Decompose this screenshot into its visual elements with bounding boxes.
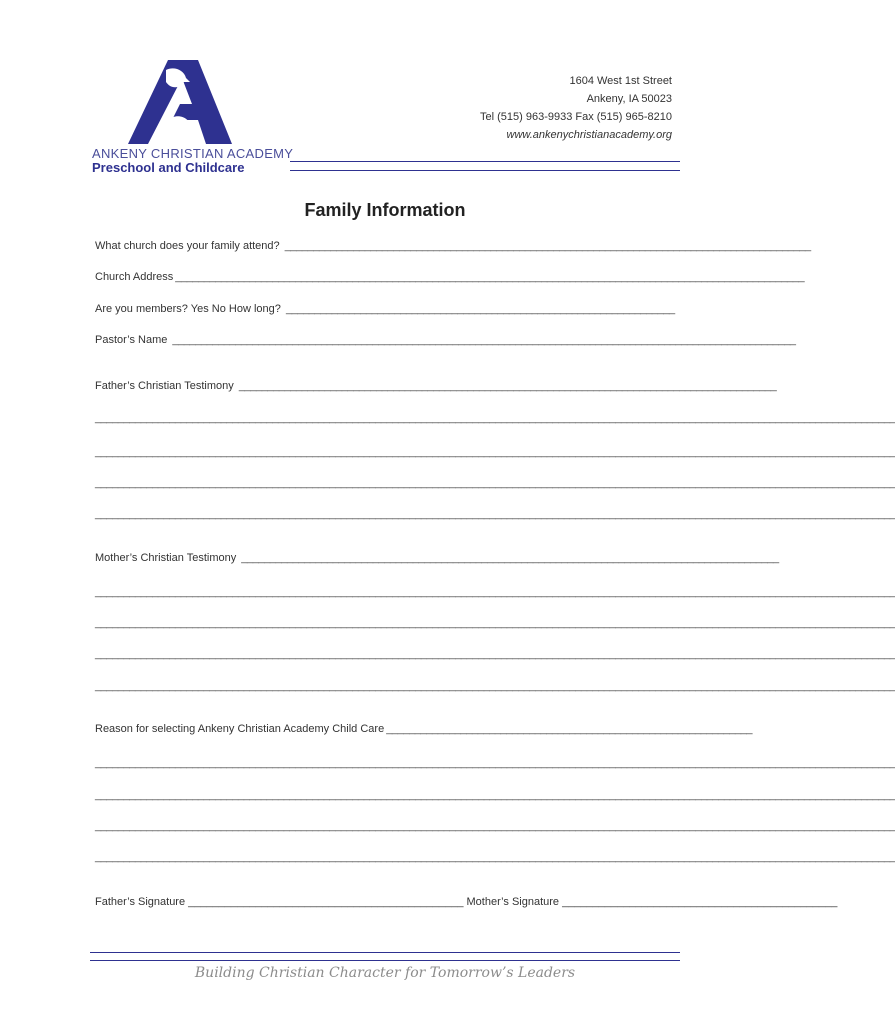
blank-line[interactable]: ____________________________________________________________________________________________________________________________________________ [95, 477, 895, 489]
church-label: What church does your family attend? [95, 240, 283, 252]
church-address-label: Church Address [95, 271, 174, 283]
mother-testimony-field[interactable]: Mother’s Christian Testimony ______________________________________________________________________________________________ [95, 552, 779, 564]
header-rule-2 [290, 170, 680, 171]
footer-rule-2 [90, 960, 680, 961]
blank-line[interactable]: ____________________________________________________________________________________________________________________________________________ [95, 412, 895, 424]
mother-signature-field[interactable]: _____________________________________________ [562, 896, 838, 908]
page-title: Family Information [304, 200, 466, 220]
pastor-field[interactable]: Pastor’s Name _____________________________________________________________________________________________________________ [95, 334, 796, 346]
footer-tagline: Building Christian Character for Tomorrow’s Leaders [194, 965, 576, 981]
footer-rule [90, 952, 680, 953]
members-field[interactable]: Are you members? Yes No How long? ____________________________________________________________________ [95, 303, 675, 315]
blank-line[interactable]: ____________________________________________________________________________________________________________________________________________ [95, 789, 895, 801]
logo-school-name: ANKENY CHRISTIAN ACADEMY [92, 146, 294, 161]
blank-line[interactable]: ____________________________________________________________________________________________________________________________________________ [95, 508, 895, 520]
church-field[interactable]: What church does your family attend? ____________________________________________________________________________________________ [95, 240, 811, 252]
mother-testimony-label: Mother’s Christian Testimony [95, 552, 240, 564]
blank-line[interactable]: ____________________________________________________________________________________________________________________________________________ [95, 446, 895, 458]
mother-signature-label: Mother’s Signature [463, 896, 563, 908]
pastor-label: Pastor’s Name [95, 334, 171, 346]
reason-field[interactable]: Reason for selecting Ankeny Christian Academy Child Care ________________________________________________________________ [95, 723, 753, 735]
father-testimony-label: Father’s Christian Testimony [95, 380, 237, 392]
signature-row [95, 896, 837, 908]
school-logo [90, 60, 294, 180]
blank-line[interactable]: ____________________________________________________________________________________________________________________________________________ [95, 586, 895, 598]
blank-line[interactable]: ____________________________________________________________________________________________________________________________________________ [95, 617, 895, 629]
logo-program-name: Preschool and Childcare [92, 160, 245, 175]
eagle-logo-icon [128, 60, 238, 146]
blank-line[interactable]: ____________________________________________________________________________________________________________________________________________ [95, 648, 895, 660]
members-label: Are you members? Yes No How long? [95, 303, 284, 315]
blank-line[interactable]: ____________________________________________________________________________________________________________________________________________ [95, 851, 895, 863]
city-state-zip: Ankeny, IA 50023 [586, 93, 672, 105]
address-block [480, 72, 672, 144]
blank-line[interactable]: ____________________________________________________________________________________________________________________________________________ [95, 757, 895, 769]
blank-line[interactable]: ____________________________________________________________________________________________________________________________________________ [95, 680, 895, 692]
church-address-field[interactable]: Church Address ______________________________________________________________________________________________________________ [95, 271, 805, 283]
blank-line[interactable]: ____________________________________________________________________________________________________________________________________________ [95, 820, 895, 832]
header-rule [290, 161, 680, 162]
father-signature-field[interactable]: _____________________________________________ [188, 896, 464, 908]
street-address: 1604 West 1st Street [569, 75, 672, 87]
phone-fax: Tel (515) 963-9933 Fax (515) 965-8210 [479, 111, 672, 123]
reason-label: Reason for selecting Ankeny Christian Academy Child Care [95, 723, 385, 735]
website: www.ankenychristianacademy.org [506, 129, 672, 141]
father-testimony-field[interactable]: Father’s Christian Testimony ______________________________________________________________________________________________ [95, 380, 777, 392]
father-signature-label: Father’s Signature [95, 896, 189, 908]
